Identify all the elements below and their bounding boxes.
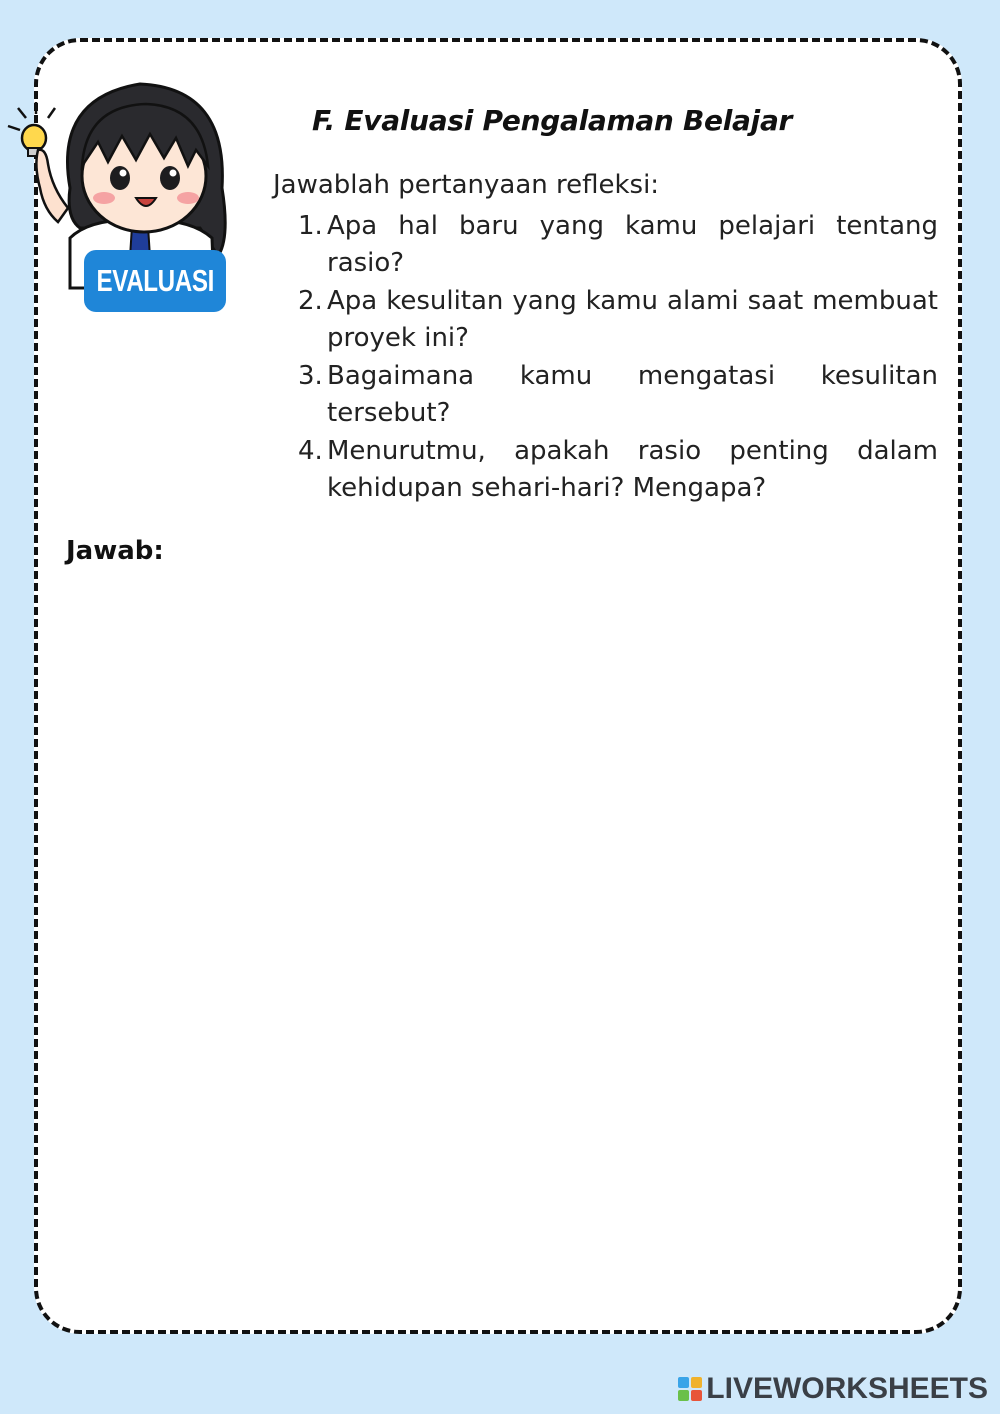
question-number: 1. [298, 211, 323, 241]
question-text: Bagaimana kamu mengatasi kesulitan tersebut? [327, 361, 938, 428]
question-number: 3. [298, 361, 323, 391]
answer-label: Jawab: [66, 536, 164, 566]
logo-grid-icon [678, 1377, 702, 1401]
question-number: 4. [298, 436, 323, 466]
instructions-text: Jawablah pertanyaan refleksi: [273, 170, 660, 200]
liveworksheets-logo[interactable] [678, 1372, 988, 1406]
section-title: F. Evaluasi Pengalaman Belajar [312, 104, 793, 137]
answer-area[interactable] [66, 590, 934, 1280]
question-item [298, 283, 938, 357]
question-item [298, 358, 938, 432]
question-item [298, 208, 938, 282]
question-list [298, 208, 938, 508]
question-text: Apa hal baru yang kamu pelajari tentang rasio? [327, 211, 938, 278]
question-item [298, 433, 938, 507]
logo-text: LIVEWORKSHEETS [706, 1372, 988, 1405]
question-text: Menurutmu, apakah rasio penting dalam kehidupan sehari-hari? Mengapa? [327, 436, 938, 503]
lightbulb-icon [8, 102, 55, 156]
evaluasi-badge [84, 250, 226, 312]
badge-label: EVALUASI [96, 263, 214, 298]
question-text: Apa kesulitan yang kamu alami saat membuat proyek ini? [327, 286, 938, 353]
question-number: 2. [298, 286, 323, 316]
